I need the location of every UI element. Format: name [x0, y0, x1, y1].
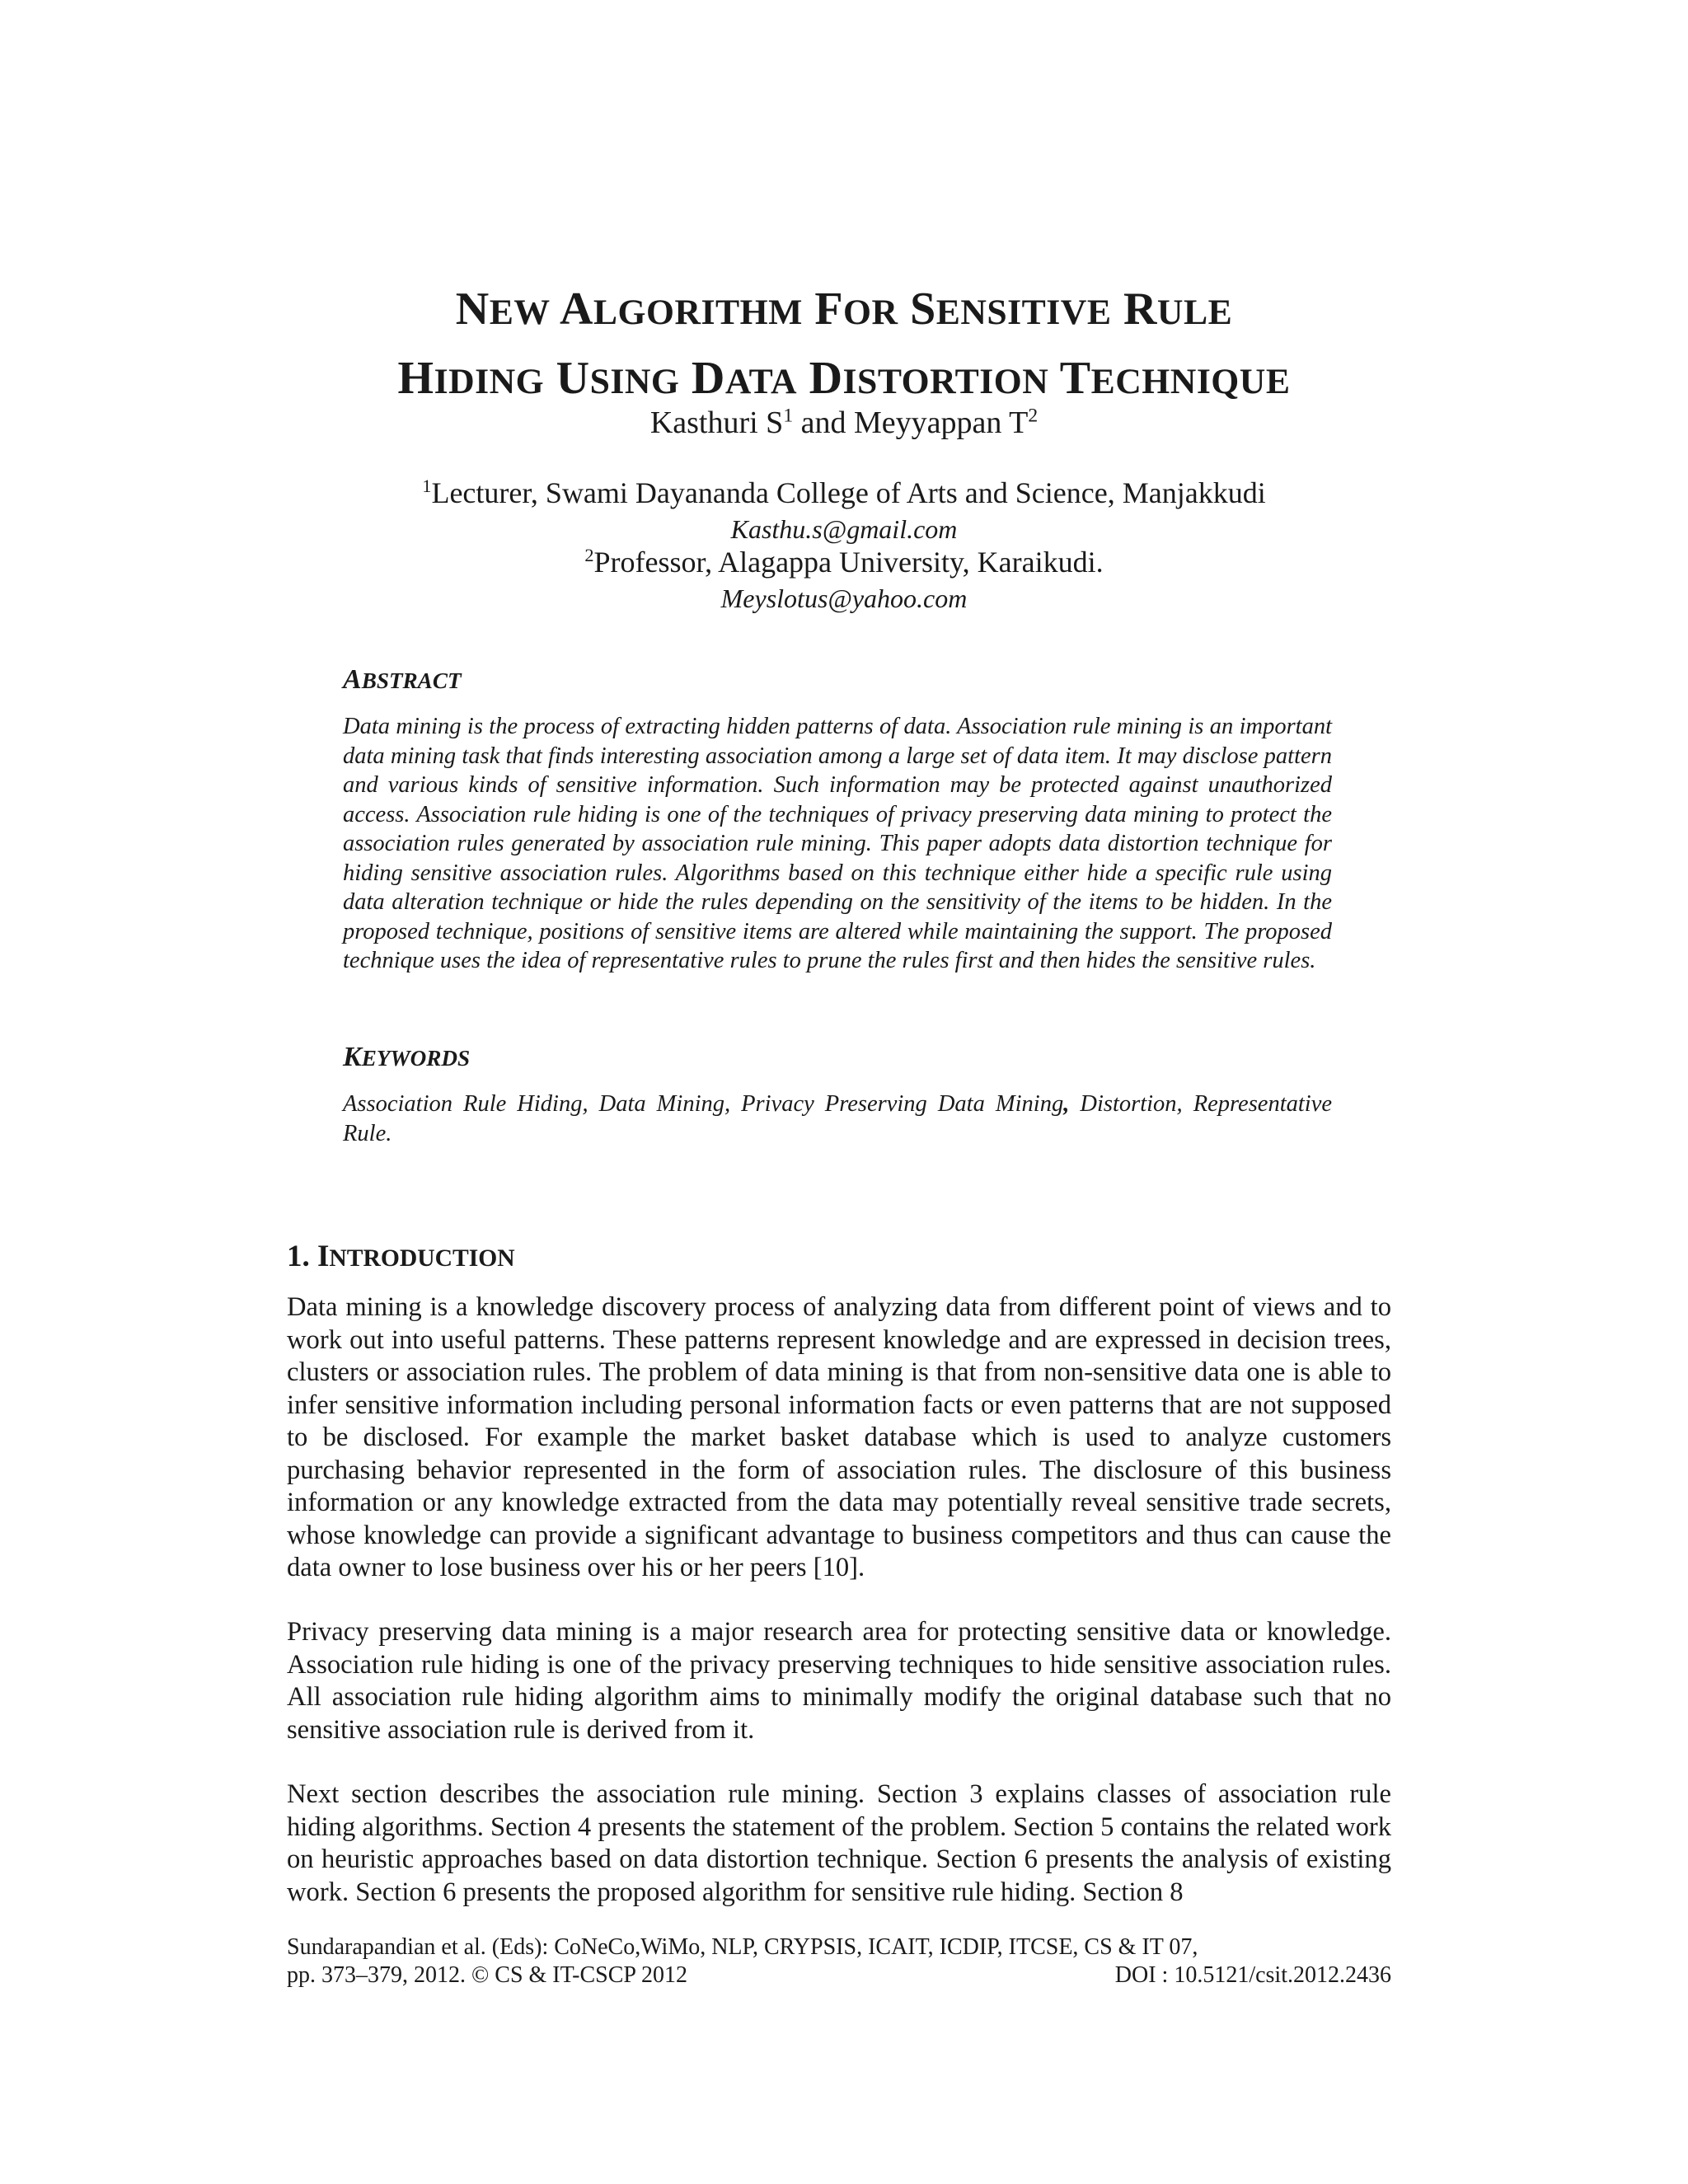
footer-line-2: [287, 1961, 1391, 1990]
title-word: TECHNIQUE: [1059, 353, 1291, 404]
abstract-text: Data mining is the process of extracting hidden patterns of data. Association rule mining is an important data mining task that finds interesting association among a large set of data item. It may disclose pattern and various kinds of sensitive information. Such information may be protected against unauthorized access. Association rule hiding is one of the techniques of privacy preserving data mining to protect the association rules generated by association rule mining. This paper adopts data distortion technique for hiding sensitive association rules. Algorithms based on this technique either hide a specific rule using data alteration technique or hide the rules depending on the sensitivity of the items to be hidden. In the proposed technique, positions of sensitive items are altered while maintaining the support. The proposed technique uses the idea of representative rules to prune the rules first and then hides the sensitive rules.: [343, 714, 1332, 973]
introduction-paragraph-3: Next section describes the association rule mining. Section 3 explains classes of association rule hiding algorithms. Section 4 presents the statement of the problem. Section 5 contains the related work on heuristic approaches based on data distortion technique. Section 6 presents the analysis of existing work. Section 6 presents the proposed algorithm for sensitive rule hiding. Section 8: [287, 1779, 1391, 1907]
affiliation-2-text: Professor, Alagappa University, Karaikudi.: [593, 546, 1104, 579]
abstract-heading: ABSTRACT: [343, 664, 462, 695]
author-1: Kasthuri S: [649, 405, 784, 440]
title-word: HIDING: [397, 353, 545, 404]
title-word: USING: [556, 353, 680, 404]
title-word: SENSITIVE: [910, 284, 1112, 335]
paper-title: [280, 276, 1408, 415]
author-2-superscript: 2: [1028, 405, 1039, 427]
author-2: Meyyappan T: [853, 405, 1029, 440]
title-word: NEW: [455, 284, 551, 335]
title-word: ALGORITHM: [559, 284, 803, 335]
keywords-heading: KEYWORDS: [343, 1042, 471, 1072]
title-word: DISTORTION: [809, 353, 1049, 404]
introduction-heading: 1. INTRODUCTION: [287, 1240, 515, 1273]
affiliation-1-text: Lecturer, Swami Dayananda College of Arts and Science, Manjakkudi: [431, 476, 1266, 509]
footer-doi: DOI : 10.5121/csit.2012.2436: [1114, 1962, 1391, 1988]
footer-line-1: Sundarapandian et al. (Eds): CoNeCo,WiMo, NLP, CRYPSIS, ICAIT, ICDIP, ITCSE, CS & IT 07,: [287, 1934, 1198, 1960]
affiliation-2-superscript: 2: [584, 545, 594, 565]
title-line-1: [280, 276, 1408, 345]
author-2-email: Meyslotus@yahoo.com: [720, 583, 968, 613]
title-word: FOR: [814, 284, 898, 335]
affiliation-1-superscript: 1: [422, 476, 432, 496]
title-word: RULE: [1123, 284, 1233, 335]
introduction-paragraph-1: Data mining is a knowledge discovery process of analyzing data from different point of views and to work out into useful patterns. These patterns represent knowledge and are expressed in decision trees, clusters or association rules. The problem of data mining is that from non-sensitive data one is able to infer sensitive information including personal information facts or even patterns that are not supposed to be disclosed. For example the market basket database which is used to analyze customers purchasing behavior represented in the form of association rules. The disclosure of this business information or any knowledge extracted from the data may potentially reveal sensitive trade secrets, whose knowledge can provide a significant advantage to business competitors and thus can cause the data owner to lose business over his or her peers [10].: [287, 1292, 1391, 1582]
author-1-email: Kasthu.s@gmail.com: [730, 514, 958, 544]
author-line: [280, 404, 1408, 442]
author-conjunction: and: [793, 405, 854, 440]
footer-citation: pp. 373–379, 2012. © CS & IT-CSCP 2012: [287, 1962, 687, 1988]
introduction-paragraph-2: Privacy preserving data mining is a major research area for protecting sensitive data or knowledge. Association rule hiding is one of the privacy preserving techniques to hide sensitive association rules. All association rule hiding algorithm aims to minimally modify the original database such that no sensitive association rule is derived from it.: [287, 1617, 1391, 1745]
page-footer: [287, 1933, 1391, 1990]
keywords-text: Association Rule Hiding, Data Mining, Privacy Preserving Data Mining, Distortion, Representative Rule.: [343, 1091, 1332, 1146]
author-1-superscript: 1: [783, 405, 794, 427]
title-word: DATA: [691, 353, 798, 404]
affiliation-2: [280, 546, 1408, 579]
affiliation-1: [280, 476, 1408, 509]
